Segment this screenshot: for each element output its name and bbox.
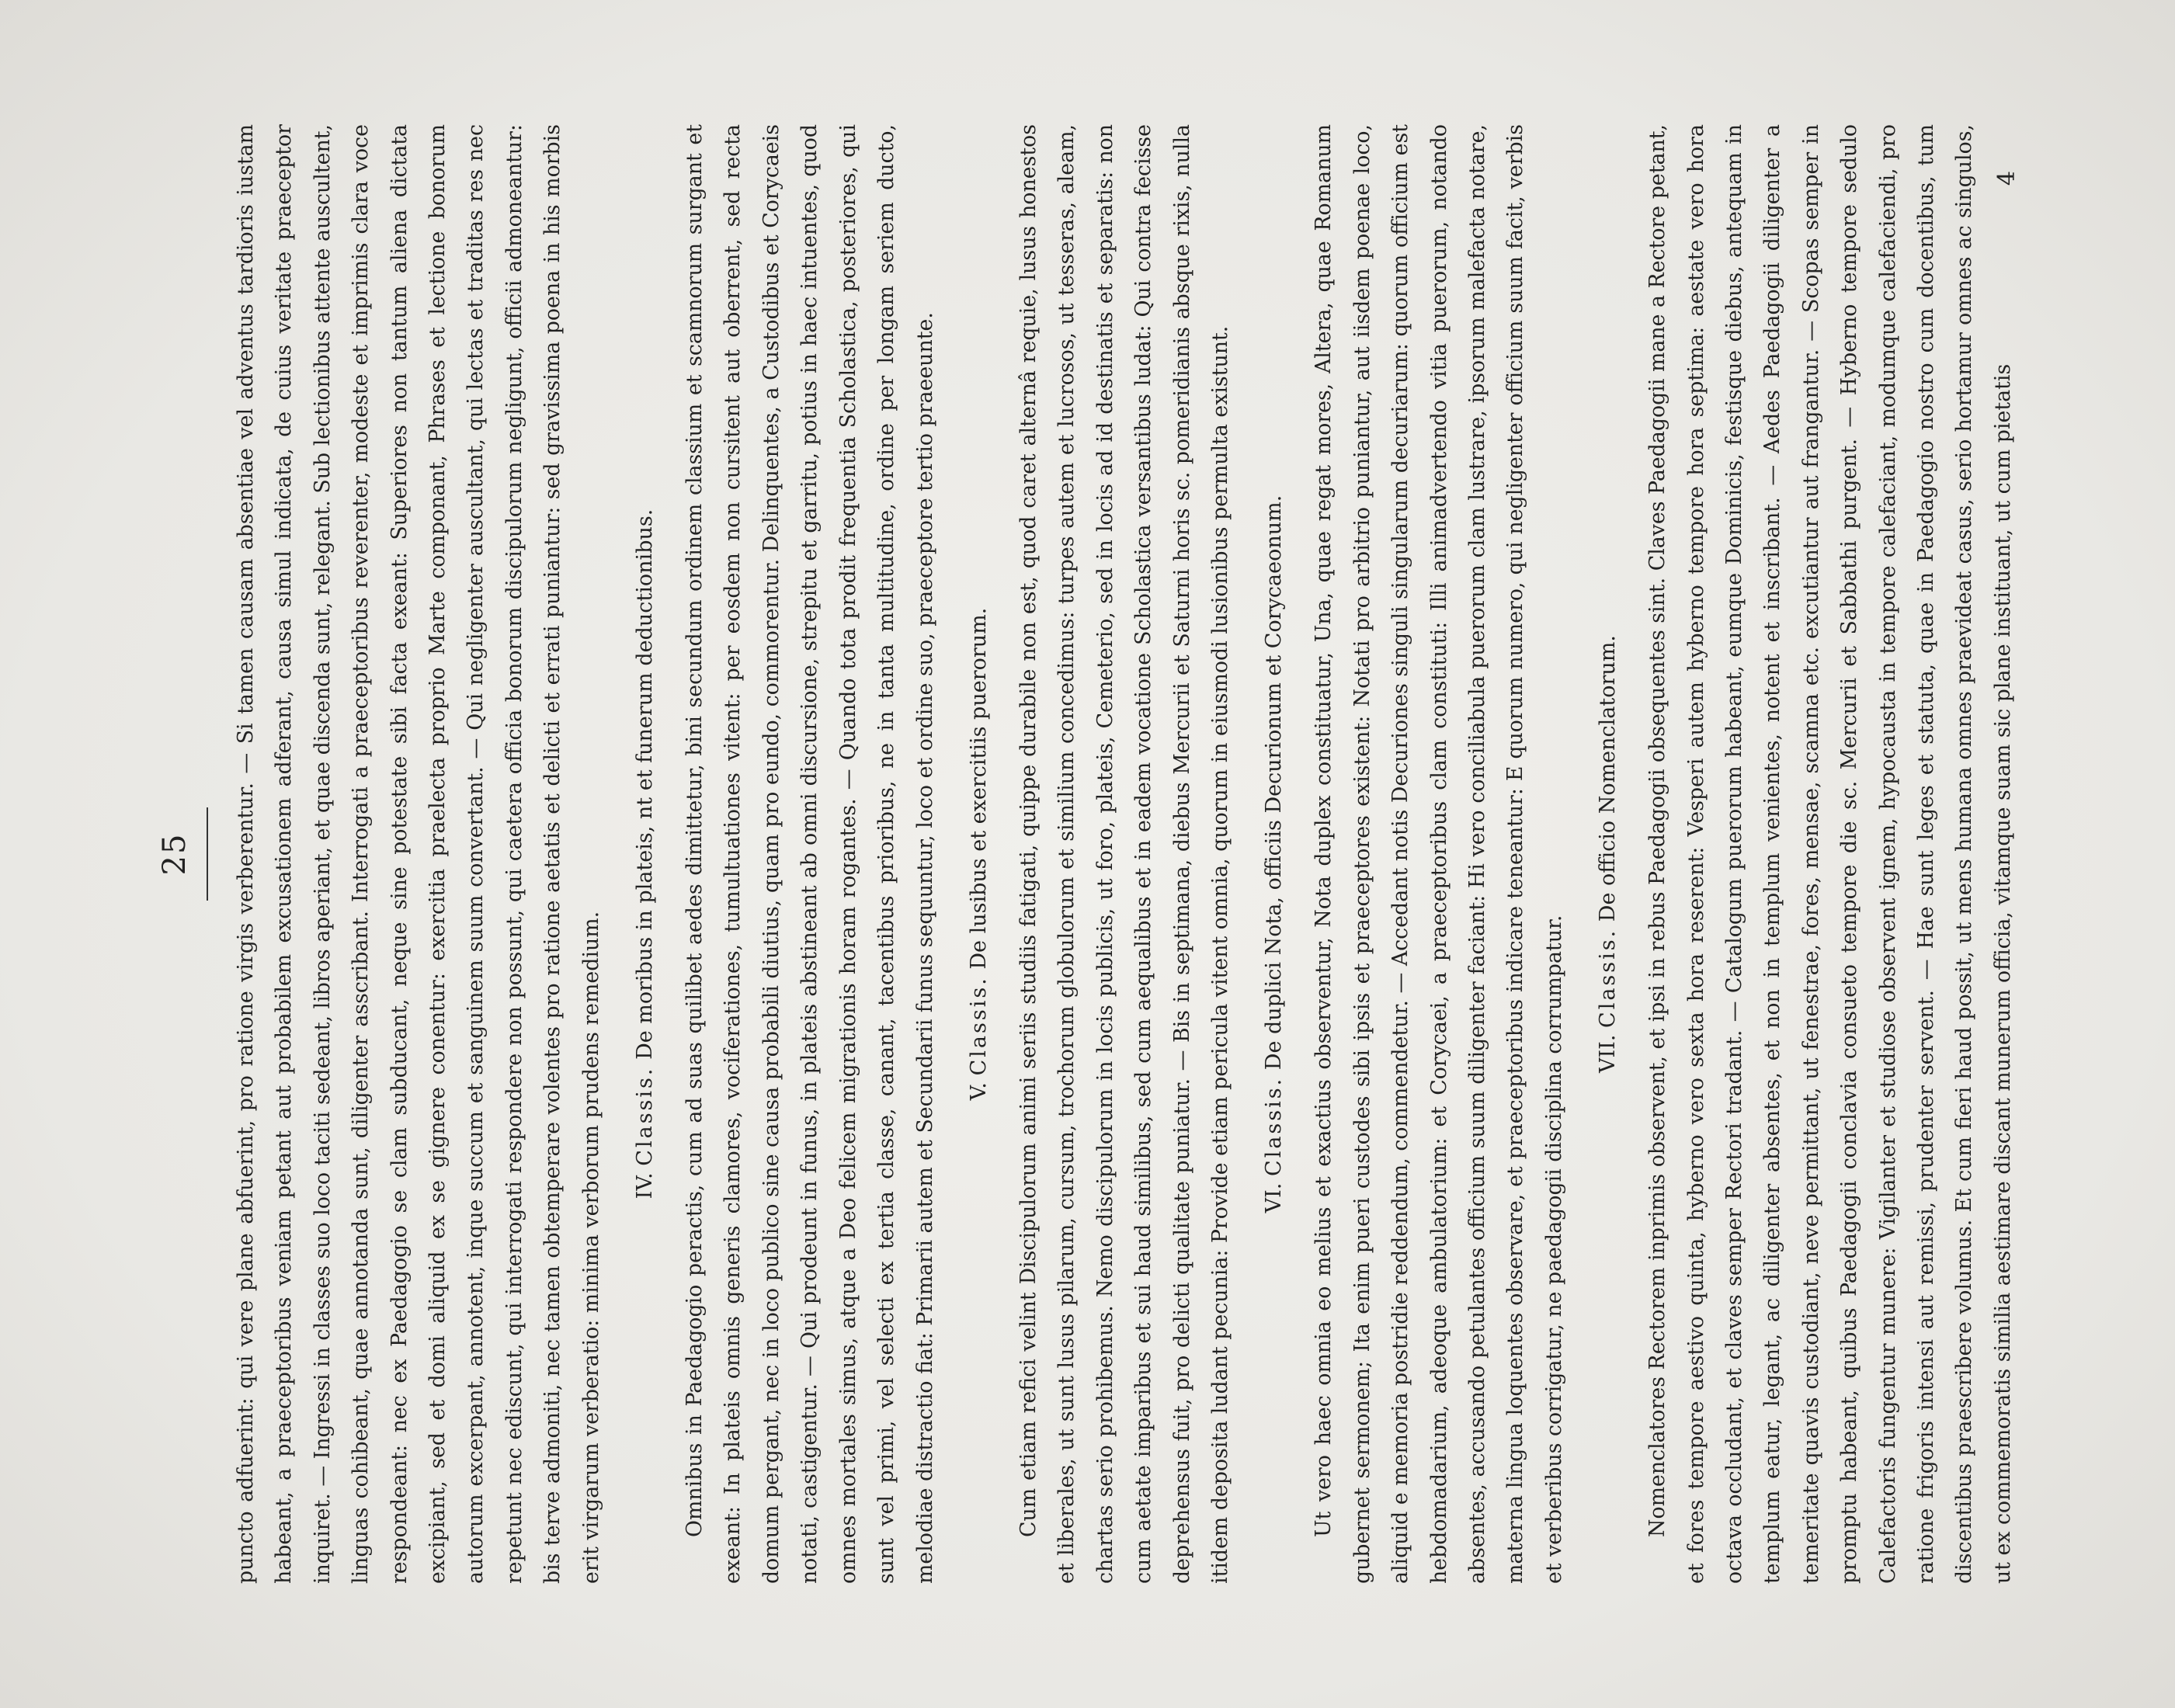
section-title: De lusibus et exercitiis puerorum. [966, 607, 991, 970]
page-number: 25 [157, 832, 193, 876]
section-number: VI. [1262, 1182, 1287, 1213]
section-title: De officio Nomenclatorum. [1596, 635, 1621, 922]
section-paragraph-iv: Omnibus in Paedagogio peractis, cum ad suas quilibet aedes dimittetur, bini secundum ordinem classium et scamnorum surgant et exeant: In plateis omnis generis clamores, vociferationes, tumultuationes vitent: per eosdem non cursitent aut oberrent, sed recta domum pergant, nec in loco publico sine causa probabili diutius, quam pro eundo, commorentur. Delinquentes, a Custodibus et Corycaeis notati, castigentur. — Qui prodeunt in funus, in plateis abstineant ab omni discursione, strepitu et garritu, potius in haec intuentes, quod omnes mortales simus, atque a Deo felicem migrationis horam rogantes. — Quando tota prodit frequentia Scholastica, posteriores, qui sunt vel primi, vel selecti ex tertia classe, canant, tacentibus prioribus, ne in tanta multitudine, ordine per longam seriem ducto, melodiae distractio fiat: Primarii autem et Secundarii funus sequuntur, loco et ordine suo, praeceptore tertio praeeunte. [683, 124, 937, 1584]
intro-paragraph: puncto adfuerint: qui vere plane abfuerint, pro ratione virgis verberentur. — Si tamen causam absentiae vel adventus tardioris iustam habeant, a praeceptoribus veniam petant aut probabilem excusationem adferant, causa simul indicata, de cuius veritate praeceptor inquiret. — Ingressi in classes suo loco taciti sedeant, libros aperiant, et quae discenda sunt, relegant. Sub lectionibus attente auscultent, linguas cohibeant, quae annotanda sunt, diligenter asscribant. Interrogati a praeceptoribus reverenter, modeste et imprimis clara voce respondeant: nec ex Paedagogio se clam subducant, neque sine potestate sibi facta exeant: Superiores non tantum aliena dictata excipiant, sed et domi aliquid ex se gignere conentur: exercitia praelecta proprio Marte componant, Phrases et lectione bonorum autorum excerpant, annotent, inque succum et sanguinem suum convertant. — Qui negligenter auscultant, qui lectas et traditas res nec repetunt nec ediscunt, qui interrogati respondere non possunt, qui caetera officia bonorum discipulorum negligunt, officii admoneantur: bis terve admoniti, nec tamen obtemperare volentes pro ratione aetatis et delicti et errati puniantur: sed gravissima poena in his morbis erit virgarum verberatio: minima verborum prudens remedium. [234, 124, 603, 1584]
page-number-rule [207, 807, 208, 901]
page-body [227, 124, 2022, 1584]
section-paragraph-v: Cum etiam refici velint Discipulorum animi seriis studiis fatigati, quippe durabile non est, quod caret alternâ requie, lusus honestos et liberales, ut sunt lusus pilarum, cursum, trochorum globulorum et similium concedimus: turpes autem et lucrosos, ut tesseras, aleam, chartas serio prohibemus. Nemo discipulorum in locis publicis, ut foro, plateis, Cemeterio, sed in locis ad id destinatis et separatis: non cum aetate imparibus et sui haud similibus, sed cum aequalibus et in eadem vocatione Scholastica versantibus ludat: Qui contra fecisse deprehensus fuit, pro delicti qualitate puniatur. — Bis in septimana, diebus Mercurii et Saturni horis sc. pomeridianis absque rixis, nulla itidem deposita ludant pecunia: Provide etiam pericula vitent omnia, quorum in eiusmodi lusionibus permulta existunt. [1016, 124, 1232, 1584]
section-heading-iv [631, 124, 660, 1584]
section-classis-label: Classis. [1596, 928, 1621, 1028]
section-classis-label: Classis. [633, 1066, 658, 1166]
section-classis-label: Classis. [1262, 1076, 1287, 1176]
section-title: De moribus in plateis, nt et funerum deductionibus. [633, 509, 658, 1060]
signature-mark: 4 [1993, 171, 2020, 186]
section-number: IV. [633, 1172, 658, 1199]
section-paragraph-vi: Ut vero haec omnia eo melius et exactius observentur, Nota duplex constituatur, Una, quae regat mores, Altera, quae Romanum gubernet sermonem; Ita enim pueri custodes sibi ipsis et praeceptores existent: Notati pro arbitrio puniantur, aut iisdem poenae loco, aliquid e memoria postridie reddendum, commendetur. — Accedant notis Decuriones singuli singularum decuriarum: quorum officium est hebdomadarium, adeoque ambulatorium: et Corycaei, a praeceptoribus clam constituti: Illi animadvertendo vitia puerorum, notando absentes, accusando petulantes officium suum diligenter faciant: Hi vero conciliabula puerorum clam lustrare, ipsorum malefacta notare, materna lingua loquentes observare, et praeceptoribus indicare teneantur: E quorum numero, qui negligenter officium suum facit, verbis et verberibus corrigatur, ne paedagogii disciplina corrumpatur. [1312, 124, 1566, 1584]
section-heading-vi [1259, 124, 1289, 1584]
section-classis-label: Classis. [966, 976, 991, 1076]
section-title: De duplici Nota, officiis Decurionum et Corycaeonum. [1262, 495, 1287, 1071]
section-heading-vii [1593, 124, 1623, 1584]
section-number: VII. [1596, 1034, 1621, 1073]
section-number: V. [966, 1081, 991, 1101]
page-content [157, 124, 2020, 1584]
section-paragraph-vii: Nomenclatores Rectorem inprimis observent, et ipsi in rebus Paedagogii obsequentes sint. Claves Paedagogii mane a Rectore petant, et fores tempore aestivo quinta, hyberno vero sexta hora reserent: Vesperi autem hyberno tempore hora septima: aestate vero hora octava occludant, et claves semper Rectori tradant. — Catalogum puerorum habeant, eumque Dominicis, festisque diebus, antequam in templum eatur, legant, ac diligenter absentes, et non in templum venientes, notent et inscribant. — Aedes Paedagogii diligenter a temeritate quavis custodiant, neve permittant, ut fenestrae, fores, mensae, scamna etc. excutiantur aut frangantur. — Scopas semper in promptu habeant, quibus Paedagogii conclavia consueto tempore die sc. Mercurii et Sabbathi purgent. — Hyberno tempore sedulo Calefactoris fungentur munere: Vigilanter et studiose observent ignem, hypocausta in tempore calefaciant, modumque calefaciendi, pro ratione frigoris intensi aut remissi, prudenter servent. — Hae sunt leges et statuta, quae in Paedagogio nostro cum docentibus, tum discentibus praescribere volumus. Et cum fieri haud possit, ut mens humana omnes praevideat casus, serio hortamur omnes ac singulos, ut ex commemoratis similia aestimare discant munerum officia, vitamque suam sic plane instituant, ut cum pietatis [1645, 124, 2015, 1584]
section-heading-v [964, 124, 994, 1584]
